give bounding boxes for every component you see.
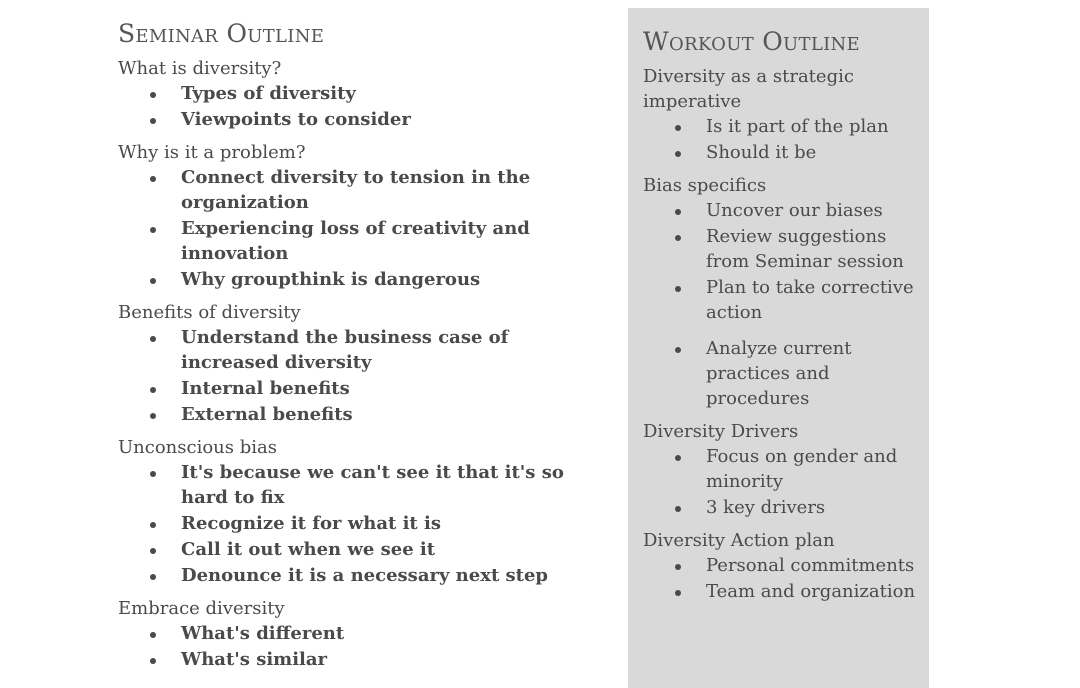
bullet-icon <box>150 658 156 664</box>
list-item-text: Types of diversity <box>181 83 356 104</box>
bullet-icon <box>675 564 681 570</box>
list-item-text: Experiencing loss of creativity and innovation <box>181 218 530 264</box>
bullet-list <box>643 198 923 411</box>
bullet-icon <box>675 455 681 461</box>
list-item <box>118 107 588 132</box>
seminar-section <box>118 435 588 588</box>
list-item-text: Call it out when we see it <box>181 539 436 560</box>
list-item-text: Why groupthink is dangerous <box>181 269 481 290</box>
list-item <box>643 336 923 411</box>
list-item-text: Internal benefits <box>181 378 350 399</box>
list-item <box>643 579 923 604</box>
workout-outline <box>643 26 923 612</box>
seminar-section <box>118 300 588 427</box>
bullet-icon <box>675 506 681 512</box>
bullet-list <box>643 114 923 165</box>
bullet-icon <box>150 278 156 284</box>
bullet-icon <box>150 176 156 182</box>
bullet-icon <box>675 286 681 292</box>
bullet-icon <box>675 151 681 157</box>
list-item <box>118 511 588 536</box>
seminar-section <box>118 596 588 672</box>
section-heading: Bias specifics <box>643 175 767 196</box>
section-heading: Diversity Drivers <box>643 421 799 442</box>
list-item <box>118 165 588 215</box>
bullet-icon <box>675 209 681 215</box>
bullet-icon <box>150 548 156 554</box>
list-item-text: It's because we can't see it that it's so hard to fix <box>181 462 564 508</box>
list-item <box>118 81 588 106</box>
section-heading: Benefits of diversity <box>118 302 301 323</box>
bullet-list <box>118 325 588 427</box>
bullet-list <box>118 81 588 132</box>
bullet-icon <box>150 92 156 98</box>
bullet-icon <box>150 118 156 124</box>
bullet-list <box>643 553 923 604</box>
section-heading: Why is it a problem? <box>118 142 306 163</box>
workout-section <box>643 173 923 411</box>
list-item <box>643 198 923 223</box>
list-item <box>643 224 923 274</box>
bullet-list <box>643 444 923 520</box>
bullet-icon <box>150 227 156 233</box>
list-item <box>643 114 923 139</box>
bullet-list <box>118 621 588 672</box>
bullet-icon <box>150 413 156 419</box>
list-item-text: Personal commitments <box>706 555 915 576</box>
seminar-section <box>118 140 588 292</box>
bullet-list <box>118 165 588 292</box>
list-item-text: Understand the business case of increased diversity <box>181 327 509 373</box>
list-item <box>643 444 923 494</box>
section-heading: What is diversity? <box>118 58 282 79</box>
list-item-text: What's different <box>181 623 345 644</box>
bullet-icon <box>675 590 681 596</box>
bullet-icon <box>675 125 681 131</box>
bullet-icon <box>150 574 156 580</box>
list-item-text: Uncover our biases <box>706 200 883 221</box>
list-item-text: Recognize it for what it is <box>181 513 441 534</box>
list-item-text: Team and organization <box>706 581 916 602</box>
list-item <box>118 216 588 266</box>
list-item <box>643 140 923 165</box>
bullet-list <box>118 460 588 588</box>
section-heading: Diversity Action plan <box>643 530 835 551</box>
seminar-section <box>118 56 588 132</box>
list-item <box>118 325 588 375</box>
list-item <box>643 553 923 578</box>
section-heading: Unconscious bias <box>118 437 277 458</box>
list-item-text: Analyze current practices and procedures <box>706 338 852 409</box>
list-item <box>118 376 588 401</box>
bullet-icon <box>150 336 156 342</box>
list-item-text: Plan to take corrective action <box>706 277 914 323</box>
bullet-icon <box>150 471 156 477</box>
list-item <box>118 563 588 588</box>
list-item <box>643 275 923 325</box>
list-item <box>118 537 588 562</box>
list-item <box>118 460 588 510</box>
list-item <box>118 621 588 646</box>
bullet-icon <box>150 632 156 638</box>
list-item <box>643 495 923 520</box>
bullet-icon <box>675 347 681 353</box>
workout-title: Workout Outline <box>643 27 860 56</box>
section-heading: Embrace diversity <box>118 598 285 619</box>
list-item-text: Review suggestions from Seminar session <box>706 226 904 272</box>
list-item-text: What's similar <box>181 649 328 670</box>
list-item <box>118 267 588 292</box>
list-item-text: Focus on gender and minority <box>706 446 898 492</box>
workout-section <box>643 64 923 165</box>
list-item-text: 3 key drivers <box>706 497 826 518</box>
bullet-icon <box>150 522 156 528</box>
list-item <box>118 647 588 672</box>
list-item-text: Denounce it is a necessary next step <box>181 565 549 586</box>
workout-section <box>643 528 923 604</box>
section-heading: Diversity as a strategic imperative <box>643 66 854 112</box>
list-item-text: Is it part of the plan <box>706 116 889 137</box>
list-item-text: Should it be <box>706 142 817 163</box>
workout-section <box>643 419 923 520</box>
list-item-text: External benefits <box>181 404 353 425</box>
seminar-title: Seminar Outline <box>118 19 325 48</box>
seminar-outline <box>118 18 588 680</box>
bullet-icon <box>150 387 156 393</box>
list-item-text: Connect diversity to tension in the organization <box>181 167 531 213</box>
bullet-icon <box>675 235 681 241</box>
list-item <box>118 402 588 427</box>
list-item-text: Viewpoints to consider <box>181 109 411 130</box>
